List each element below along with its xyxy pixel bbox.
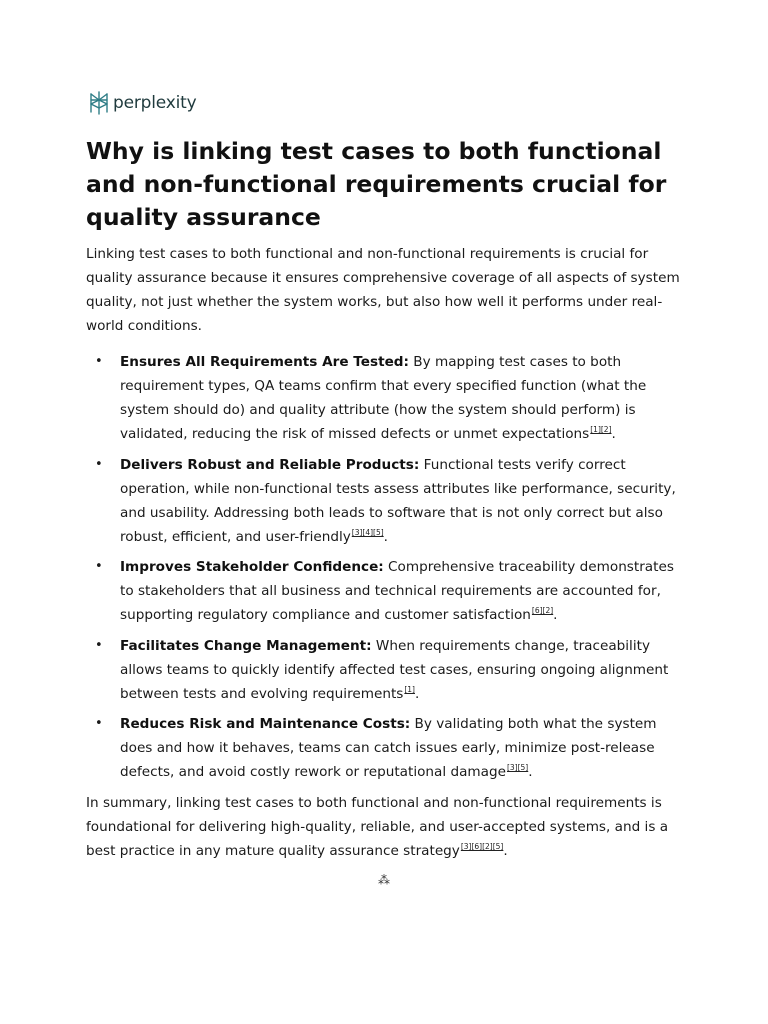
bullet-icon: •: [95, 716, 103, 731]
perplexity-logo-icon: [89, 91, 109, 115]
list-item-heading: Facilitates Change Management:: [120, 637, 372, 654]
list-item-text: By validating both what the system does and how it behaves, teams can catch issues early, minimize post-release defects, and avoid costly rework or reputational damage: [120, 716, 657, 780]
list-item-text: By mapping test cases to both requirement types, QA teams confirm that every specified function (what the system should do) and quality attribute (how the system should perform) is validated, reducing the risk of missed defects or unmet expectations: [120, 354, 647, 442]
list-item-end: .: [528, 764, 533, 780]
asterism-icon: ⁂: [378, 873, 390, 887]
list-item-heading: Reduces Risk and Maintenance Costs:: [120, 716, 411, 732]
citation-link[interactable]: [6][2]: [531, 606, 554, 615]
bullet-icon: •: [95, 637, 103, 653]
bullet-list: [86, 350, 686, 784]
list-item: [86, 555, 686, 627]
list-item: [86, 350, 686, 446]
page-title: Why is linking test cases to both functional and non-functional requirements crucial for quality assurance: [86, 137, 667, 231]
citation-link[interactable]: [1][2]: [590, 425, 612, 434]
list-item-end: .: [553, 607, 558, 623]
document-page: [86, 88, 686, 863]
list-item: [86, 634, 686, 706]
bullet-icon: •: [95, 559, 103, 574]
list-item-text: Functional tests verify correct operation, while non-functional tests assess attributes like performance, security, and usability. Addressing both leads to software that is not only correct but also robust, efficient, and user-friendly: [120, 456, 676, 545]
list-item-end: .: [414, 685, 420, 702]
summary-paragraph: [86, 791, 686, 863]
intro-paragraph: Linking test cases to both functional and non-functional requirements is crucial for quality assurance because it ensures comprehensive coverage of all aspects of system quality, not just whether the system works, but also how well it performs under real-world conditions.: [86, 246, 680, 334]
bullet-icon: •: [95, 456, 103, 472]
list-item: [86, 712, 686, 784]
list-item-text: Comprehensive traceability demonstrates to stakeholders that all business and technical requirements are accounted for, supporting regulatory compliance and customer satisfaction: [120, 559, 674, 623]
citation-link[interactable]: [3][4][5]: [351, 527, 384, 537]
list-item-heading: Ensures All Requirements Are Tested:: [120, 354, 409, 370]
list-item-heading: Delivers Robust and Reliable Products:: [120, 456, 420, 473]
citation-link[interactable]: [3][5]: [506, 763, 529, 772]
bullet-icon: •: [95, 354, 103, 369]
summary-text: In summary, linking test cases to both functional and non-functional requirements is foundational for delivering high-quality, reliable, and user-accepted systems, and is a best practice in any mature quality assurance strategy: [86, 794, 669, 859]
brand-name: perplexity: [113, 93, 197, 113]
list-item-heading: Improves Stakeholder Confidence:: [120, 559, 384, 575]
list-item-end: .: [611, 426, 616, 442]
list-item-end: .: [383, 528, 388, 545]
perplexity-logo: [89, 88, 686, 118]
list-item-text: When requirements change, traceability allows teams to quickly identify affected test cases, ensuring ongoing alignment between tests and evolving requirements: [120, 637, 669, 702]
citation-link[interactable]: [3][6][2][5]: [460, 841, 504, 851]
summary-end: .: [503, 842, 508, 859]
list-item: [86, 453, 686, 549]
citation-link[interactable]: [1]: [404, 684, 415, 694]
